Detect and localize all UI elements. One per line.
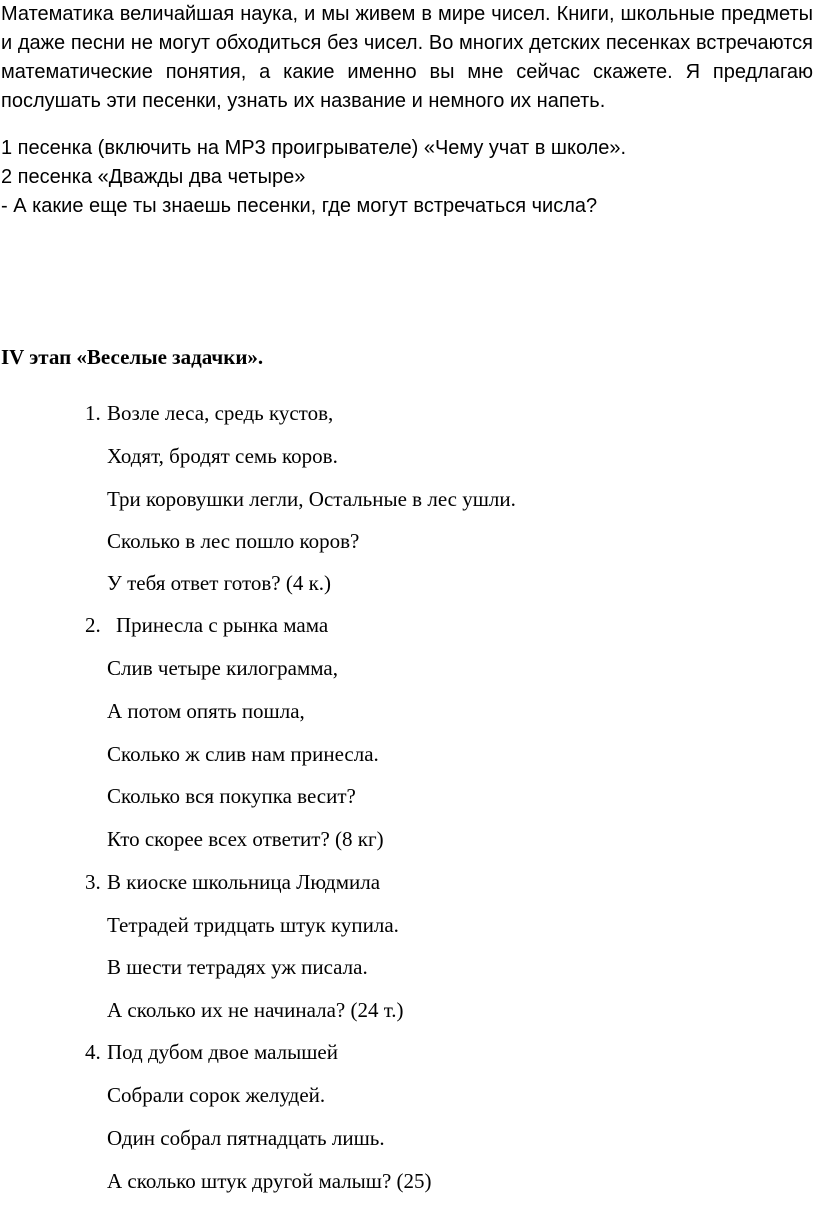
riddle-3-line-1: В киоске школьница Людмила <box>107 870 381 894</box>
riddle-2-line-3: А потом опять пошла, <box>107 699 305 723</box>
riddle-1-line-1: Возле леса, средь кустов, <box>107 401 334 425</box>
riddle-3-line-2: Тетрадей тридцать штук купила. <box>107 913 399 937</box>
song-1-line: 1 песенка (включить на МР3 проигрывателе) «Чему учат в школе». <box>1 137 627 159</box>
riddle-1-number: 1. <box>85 401 101 425</box>
riddle-1-line-3: Три коровушки легли, Остальные в лес ушли. <box>107 487 516 511</box>
riddle-3-line-4: А сколько их не начинала? (24 т.) <box>107 998 404 1022</box>
intro-paragraph: Математика величайшая наука, и мы живем в мире чисел. Книги, школьные предметы и даже песни не могут обходиться без чисел. Во многих детских песенках встречаются математические понятия, а какие именно вы мне сейчас скажете. Я предлагаю послушать эти песенки, узнать их название и немного их напеть. <box>1 3 813 112</box>
riddle-4-line-3: Один собрал пятнадцать лишь. <box>107 1126 385 1150</box>
riddle-1-line-4: Сколько в лес пошло коров? <box>107 529 360 553</box>
stage-heading: IV этап «Веселые задачки». <box>1 345 264 369</box>
songs-question: - А какие еще ты знаешь песенки, где могут встречаться числа? <box>1 195 598 217</box>
riddle-2-line-1: Принесла с рынка мама <box>116 613 329 637</box>
riddle-2-line-4: Сколько ж слив нам принесла. <box>107 742 379 766</box>
riddle-1-line-5: У тебя ответ готов? (4 к.) <box>107 571 332 595</box>
riddle-2-line-2: Слив четыре килограмма, <box>107 656 338 680</box>
riddle-2-line-5: Сколько вся покупка весит? <box>107 784 356 808</box>
riddle-1-line-2: Ходят, бродят семь коров. <box>107 444 338 468</box>
riddle-3-number: 3. <box>85 870 101 894</box>
riddle-4-number: 4. <box>85 1040 101 1064</box>
riddle-4-line-2: Собрали сорок желудей. <box>107 1083 326 1107</box>
riddle-2-line-6: Кто скорее всех ответит? (8 кг) <box>107 827 384 851</box>
riddle-4-line-1: Под дубом двое малышей <box>107 1040 338 1064</box>
riddle-4-line-4: А сколько штук другой малыш? (25) <box>107 1169 432 1193</box>
riddle-2-number: 2. <box>85 613 101 637</box>
riddle-3-line-3: В шести тетрадях уж писала. <box>107 955 368 979</box>
song-2-line: 2 песенка «Дважды два четыре» <box>1 166 306 188</box>
